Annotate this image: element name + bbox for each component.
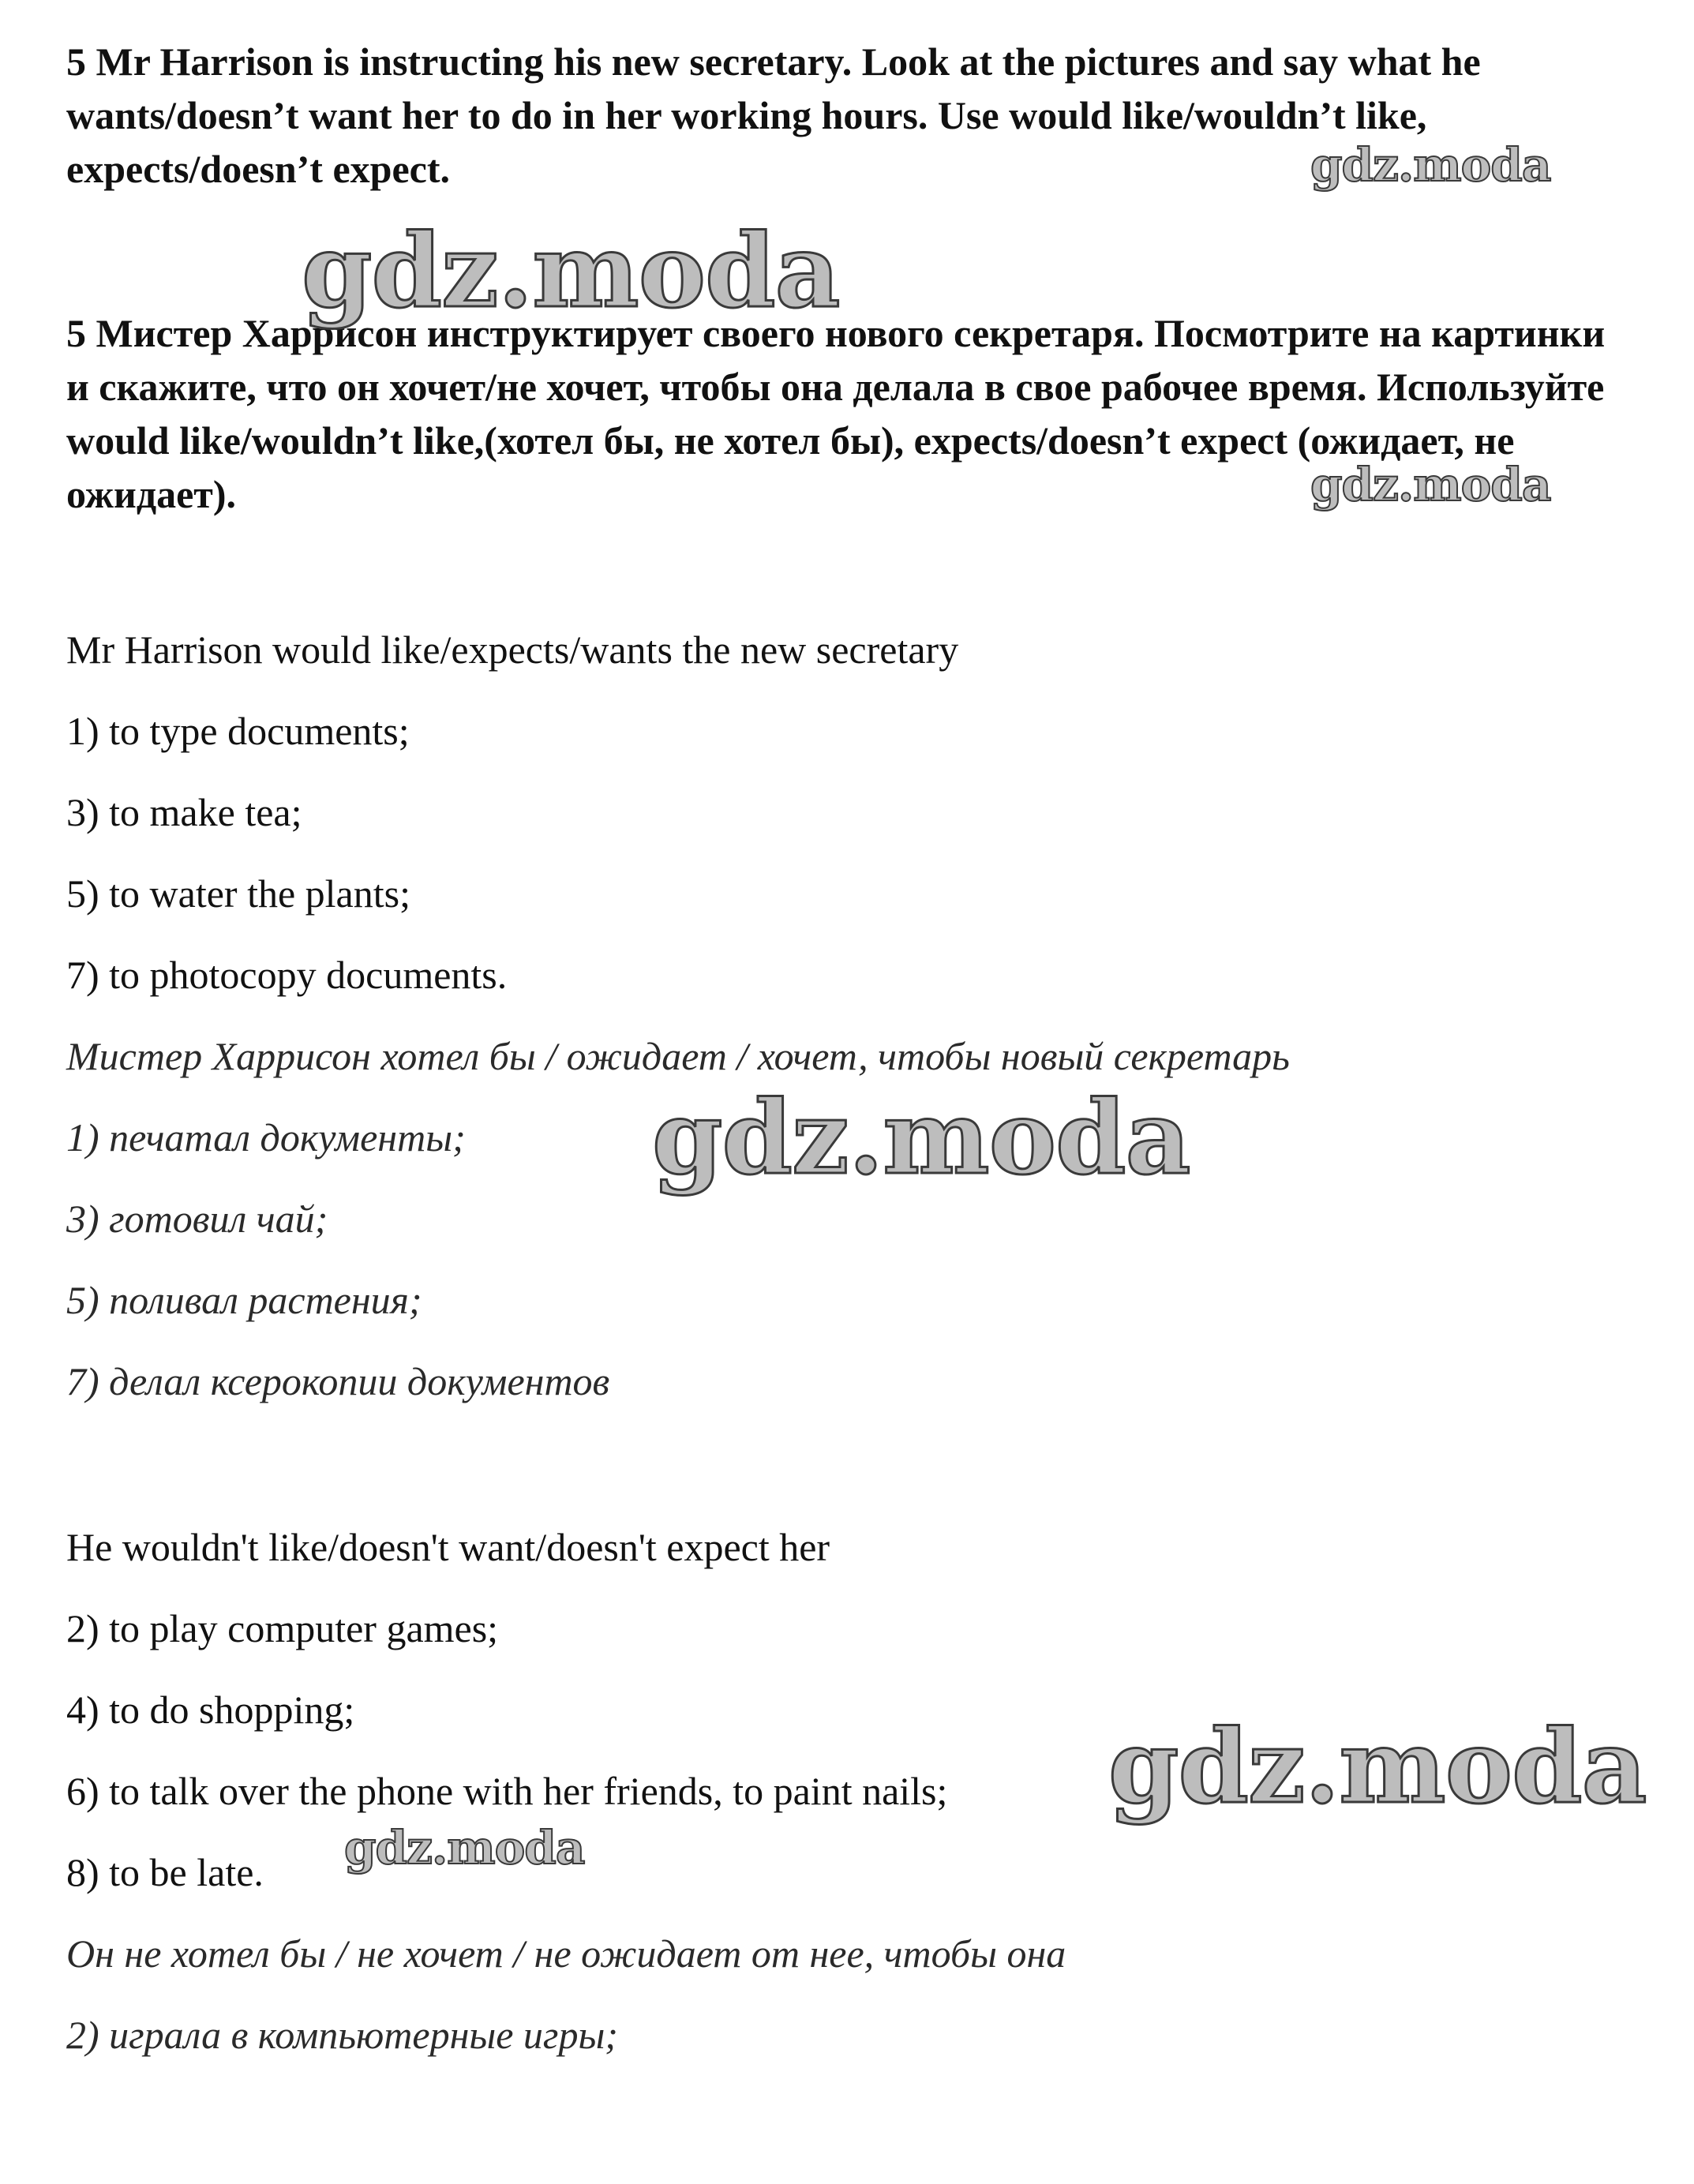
watermark-logo: gdz.moda [652,1079,1190,1197]
wants-item: 1) to type documents; [66,709,410,753]
not-wants-translation-intro: Он не хотел бы / не хочет / не ожидает от нее, чтобы она [66,1931,1066,1976]
not-wants-intro: He wouldn't like/doesn't want/doesn't expect her [66,1525,830,1569]
wants-item: 5) to water the plants; [66,871,410,916]
watermark-logo: gdz.moda [302,212,840,331]
wants-intro: Mr Harrison would like/expects/wants the new secretary [66,627,959,672]
not-wants-item: 2) to play computer games; [66,1606,499,1650]
not-wants-translation-item: 2) играла в компьютерные игры; [66,2013,618,2057]
wants-translation-item: 3) готовил чай; [66,1197,328,1241]
wants-item: 3) to make tea; [66,790,302,834]
not-wants-item: 4) to do shopping; [66,1688,355,1732]
watermark-logo: gdz.moda [344,1821,585,1875]
wants-translation-intro: Мистер Харрисон хотел бы / ожидает / хочет, чтобы новый секретарь [66,1034,1290,1078]
watermark-logo: gdz.moda [1310,458,1551,511]
wants-translation-item: 5) поливал растения; [66,1278,422,1322]
wants-item: 7) to photocopy documents. [66,953,508,997]
task-text-russian: 5 Мистер Харрисон инструктирует своего нового секретаря. Посмотрите на картинки и скажите, что он хочет/не хочет, чтобы она делала в свое рабочее время. Используйте would like/wouldn’t like,(хотел бы, не хотел бы), expects/doesn’t expect (ожидает, не ожидает). [66,311,1606,516]
not-wants-item: 8) to be late. [66,1850,264,1894]
task-text-english: 5 Mr Harrison is instructing his new secretary. Look at the pictures and say what he wants/doesn’t want her to do in her working hours. Use would like/wouldn’t like, expects/doesn’t expect. [66,39,1481,191]
not-wants-item: 6) to talk over the phone with her friends, to paint nails; [66,1769,948,1813]
watermark-logo: gdz.moda [1108,1708,1647,1826]
watermark-logo: gdz.moda [1310,138,1551,192]
wants-translation-item: 7) делал ксерокопии документов [66,1359,610,1403]
wants-translation-item: 1) печатал документы; [66,1115,466,1159]
